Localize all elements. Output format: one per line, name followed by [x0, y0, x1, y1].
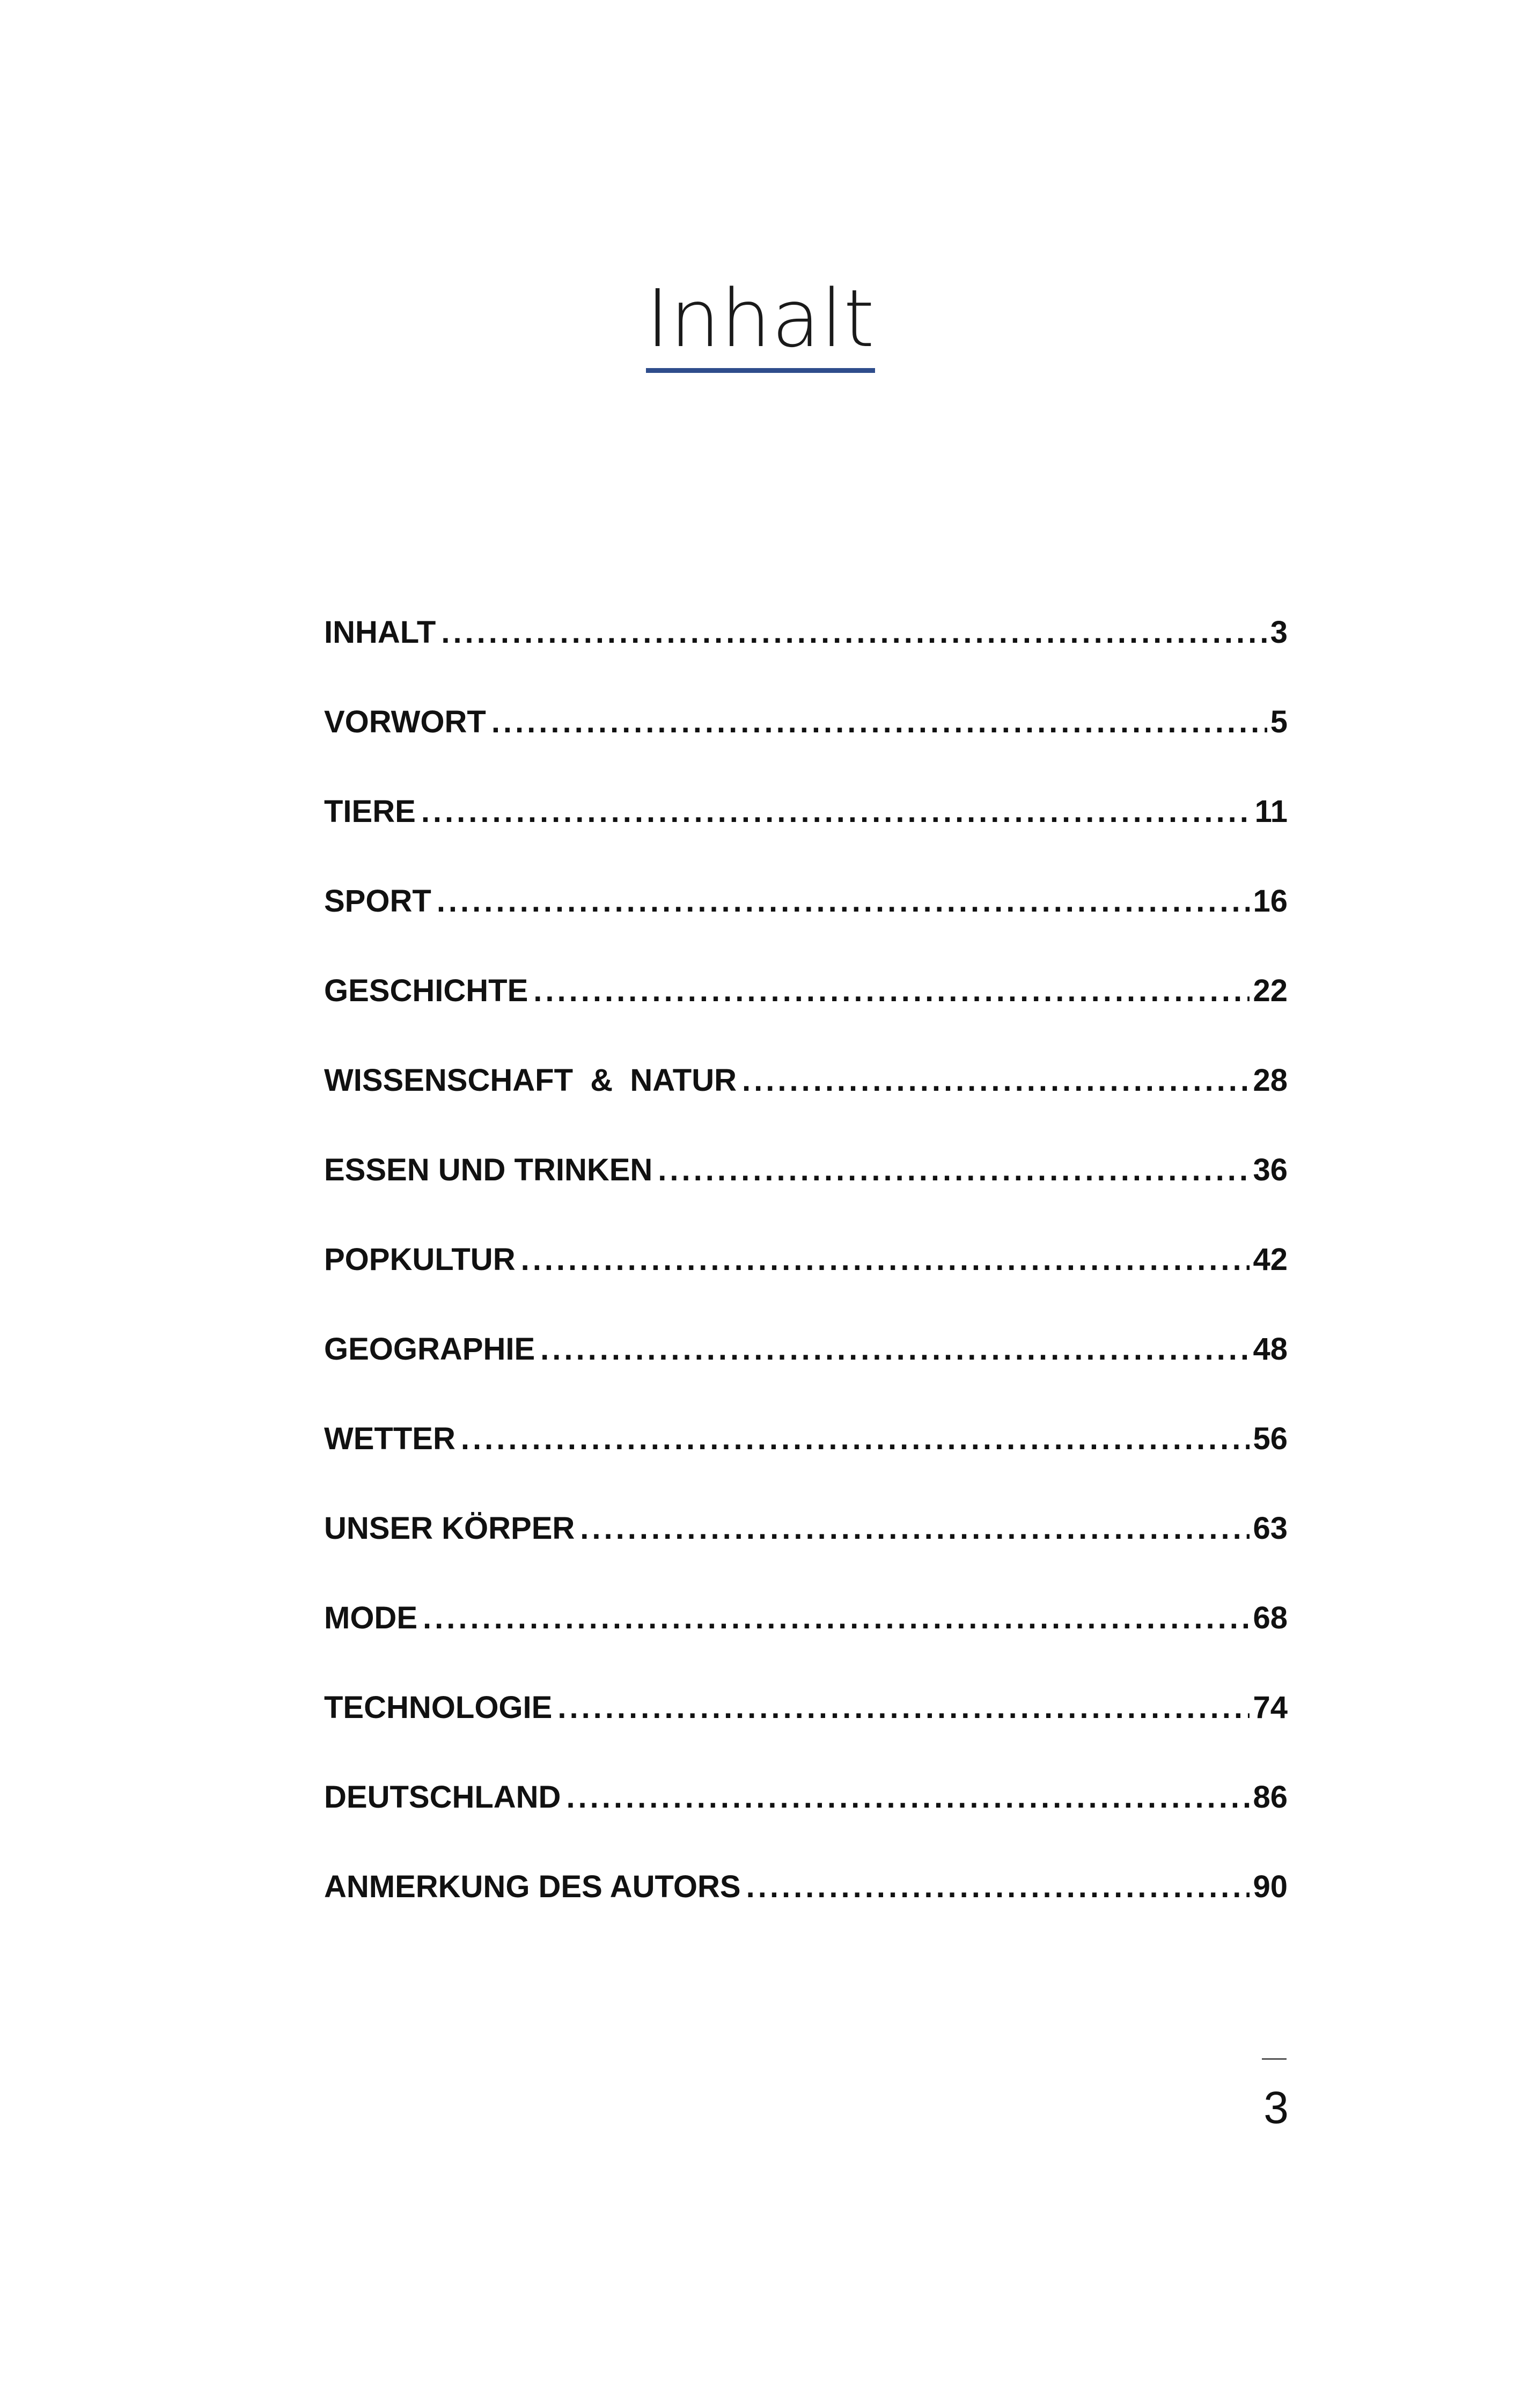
toc-entry-label: GEOGRAPHIE	[324, 1331, 540, 1367]
toc-dot-leader	[421, 794, 1252, 829]
toc-dot-leader	[441, 614, 1267, 650]
toc-entry-page: 5	[1267, 704, 1288, 740]
toc-entry-page: 3	[1267, 614, 1288, 650]
toc-dot-leader	[742, 1062, 1250, 1098]
toc-entry-label: INHALT	[324, 614, 441, 650]
toc-entry-label: SPORT	[324, 883, 437, 919]
page-title: Inhalt	[646, 279, 875, 373]
toc-entry-page: 11	[1252, 794, 1288, 829]
toc-entry-tiere[interactable]	[324, 767, 1288, 856]
toc-entry-page: 68	[1250, 1600, 1288, 1636]
toc-entry-technologie[interactable]	[324, 1663, 1288, 1752]
toc-entry-label: WISSENSCHAFT & NATUR	[324, 1062, 742, 1098]
toc-entry-label: VORWORT	[324, 704, 491, 740]
toc-entry-label: MODE	[324, 1600, 423, 1636]
title-container	[0, 273, 1521, 373]
table-of-contents	[324, 588, 1288, 1932]
toc-entry-page: 56	[1250, 1421, 1288, 1457]
page-number: 3	[1263, 2082, 1289, 2133]
toc-entry-essen-und-trinken[interactable]	[324, 1125, 1288, 1215]
toc-entry-page: 74	[1250, 1690, 1288, 1726]
toc-entry-anmerkung-des-autors[interactable]	[324, 1842, 1288, 1932]
toc-entry-label: TIERE	[324, 794, 421, 829]
toc-dot-leader	[557, 1690, 1250, 1726]
toc-entry-popkultur[interactable]	[324, 1215, 1288, 1304]
toc-entry-geschichte[interactable]	[324, 946, 1288, 1036]
toc-entry-inhalt[interactable]	[324, 588, 1288, 677]
toc-entry-label: ANMERKUNG DES AUTORS	[324, 1869, 746, 1905]
toc-dot-leader	[461, 1421, 1250, 1457]
toc-dot-leader	[533, 973, 1250, 1009]
toc-entry-page: 28	[1250, 1062, 1288, 1098]
toc-entry-wissenschaft-natur[interactable]	[324, 1036, 1288, 1125]
toc-entry-page: 86	[1250, 1779, 1288, 1815]
toc-entry-page: 90	[1250, 1869, 1288, 1905]
toc-dot-leader	[658, 1152, 1250, 1188]
toc-dot-leader	[491, 704, 1267, 740]
footer-rule	[1262, 2058, 1287, 2060]
toc-entry-deutschland[interactable]	[324, 1752, 1288, 1842]
toc-dot-leader	[521, 1242, 1250, 1278]
toc-entry-page: 48	[1250, 1331, 1288, 1367]
toc-dot-leader	[580, 1510, 1250, 1546]
toc-dot-leader	[437, 883, 1250, 919]
toc-dot-leader	[746, 1869, 1250, 1905]
toc-entry-page: 16	[1250, 883, 1288, 919]
toc-entry-label: WETTER	[324, 1421, 461, 1457]
toc-entry-label: GESCHICHTE	[324, 973, 533, 1009]
toc-entry-page: 36	[1250, 1152, 1288, 1188]
toc-entry-page: 42	[1250, 1242, 1288, 1278]
toc-entry-label: TECHNOLOGIE	[324, 1690, 557, 1726]
toc-entry-wetter[interactable]	[324, 1394, 1288, 1484]
toc-dot-leader	[423, 1600, 1250, 1636]
toc-entry-mode[interactable]	[324, 1573, 1288, 1663]
toc-dot-leader	[566, 1779, 1250, 1815]
toc-entry-page: 22	[1250, 973, 1288, 1009]
toc-entry-label: ESSEN UND TRINKEN	[324, 1152, 658, 1188]
toc-entry-page: 63	[1250, 1510, 1288, 1546]
toc-entry-unser-koerper[interactable]	[324, 1484, 1288, 1573]
toc-entry-label: POPKULTUR	[324, 1242, 521, 1278]
toc-entry-label: DEUTSCHLAND	[324, 1779, 566, 1815]
toc-entry-vorwort[interactable]	[324, 677, 1288, 767]
toc-dot-leader	[540, 1331, 1250, 1367]
toc-entry-sport[interactable]	[324, 856, 1288, 946]
toc-entry-label: UNSER KÖRPER	[324, 1510, 580, 1546]
toc-entry-geographie[interactable]	[324, 1304, 1288, 1394]
